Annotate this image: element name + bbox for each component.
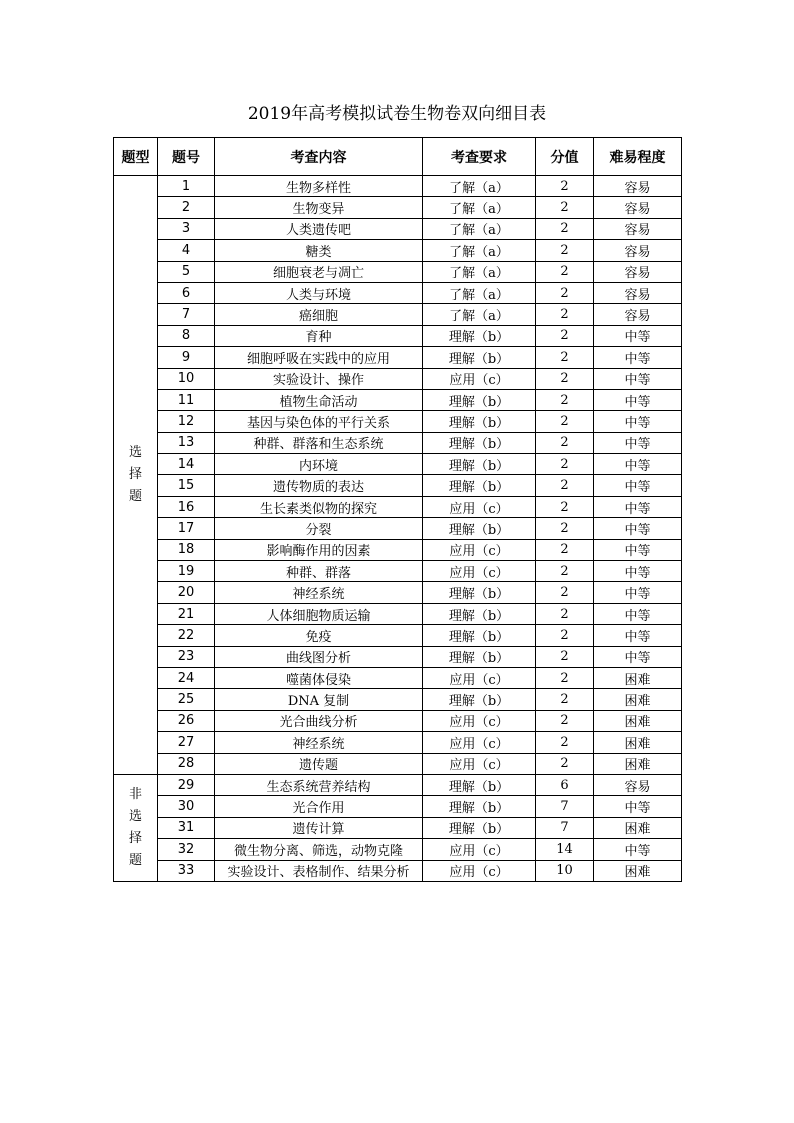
content-cell: 种群、群落和生态系统 — [215, 432, 423, 453]
table-row — [114, 839, 682, 860]
score-cell: 7 — [536, 817, 594, 838]
content-cell: DNA 复制 — [215, 689, 423, 710]
score-cell: 2 — [536, 518, 594, 539]
question-number-cell: 25 — [158, 689, 215, 710]
difficulty-cell: 中等 — [594, 561, 682, 582]
table-row — [114, 710, 682, 731]
score-cell: 2 — [536, 539, 594, 560]
difficulty-cell: 困难 — [594, 817, 682, 838]
header-score: 分值 — [536, 138, 594, 176]
difficulty-cell: 中等 — [594, 646, 682, 667]
difficulty-cell: 容易 — [594, 304, 682, 325]
question-number-cell: 19 — [158, 561, 215, 582]
content-cell: 糖类 — [215, 240, 423, 261]
difficulty-cell: 困难 — [594, 667, 682, 688]
question-number-cell: 14 — [158, 454, 215, 475]
requirement-cell: 理解（b） — [423, 774, 536, 795]
question-number-cell: 16 — [158, 496, 215, 517]
question-number-cell: 33 — [158, 860, 215, 881]
question-number-cell: 24 — [158, 667, 215, 688]
content-cell: 植物生命活动 — [215, 389, 423, 410]
score-cell: 2 — [536, 282, 594, 303]
difficulty-cell: 困难 — [594, 689, 682, 710]
requirement-cell: 理解（b） — [423, 475, 536, 496]
header-requirement: 考查要求 — [423, 138, 536, 176]
requirement-cell: 理解（b） — [423, 454, 536, 475]
requirement-cell: 了解（a） — [423, 176, 536, 197]
requirement-cell: 了解（a） — [423, 240, 536, 261]
difficulty-cell: 容易 — [594, 218, 682, 239]
table-row — [114, 240, 682, 261]
content-cell: 微生物分离、筛选，动物克隆 — [215, 839, 423, 860]
difficulty-cell: 中等 — [594, 796, 682, 817]
table-row — [114, 218, 682, 239]
score-cell: 2 — [536, 261, 594, 282]
requirement-cell: 了解（a） — [423, 282, 536, 303]
difficulty-cell: 中等 — [594, 839, 682, 860]
score-cell: 2 — [536, 475, 594, 496]
question-number-cell: 32 — [158, 839, 215, 860]
score-cell: 2 — [536, 603, 594, 624]
score-cell: 2 — [536, 646, 594, 667]
score-cell: 2 — [536, 368, 594, 389]
score-cell: 2 — [536, 411, 594, 432]
requirement-cell: 应用（c） — [423, 539, 536, 560]
question-number-cell: 4 — [158, 240, 215, 261]
difficulty-cell: 困难 — [594, 710, 682, 731]
content-cell: 分裂 — [215, 518, 423, 539]
difficulty-cell: 中等 — [594, 347, 682, 368]
content-cell: 曲线图分析 — [215, 646, 423, 667]
question-type-cell: 选 择 题 — [114, 176, 158, 775]
score-cell: 2 — [536, 753, 594, 774]
question-number-cell: 17 — [158, 518, 215, 539]
difficulty-cell: 中等 — [594, 325, 682, 346]
requirement-cell: 理解（b） — [423, 325, 536, 346]
question-number-cell: 28 — [158, 753, 215, 774]
content-cell: 遗传物质的表达 — [215, 475, 423, 496]
requirement-cell: 应用（c） — [423, 561, 536, 582]
header-number: 题号 — [158, 138, 215, 176]
difficulty-cell: 中等 — [594, 496, 682, 517]
requirement-cell: 理解（b） — [423, 432, 536, 453]
content-cell: 人类遗传吧 — [215, 218, 423, 239]
requirement-cell: 应用（c） — [423, 368, 536, 389]
score-cell: 2 — [536, 732, 594, 753]
header-content: 考查内容 — [215, 138, 423, 176]
requirement-cell: 应用（c） — [423, 710, 536, 731]
requirement-cell: 理解（b） — [423, 796, 536, 817]
score-cell: 2 — [536, 304, 594, 325]
question-number-cell: 8 — [158, 325, 215, 346]
question-number-cell: 11 — [158, 389, 215, 410]
content-cell: 生物多样性 — [215, 176, 423, 197]
content-cell: 噬菌体侵染 — [215, 667, 423, 688]
content-cell: 影响酶作用的因素 — [215, 539, 423, 560]
table-row — [114, 475, 682, 496]
score-cell: 2 — [536, 496, 594, 517]
table-row — [114, 411, 682, 432]
difficulty-cell: 中等 — [594, 582, 682, 603]
score-cell: 2 — [536, 197, 594, 218]
table-row — [114, 667, 682, 688]
score-cell: 10 — [536, 860, 594, 881]
difficulty-cell: 中等 — [594, 454, 682, 475]
content-cell: 种群、群落 — [215, 561, 423, 582]
content-cell: 人类与环境 — [215, 282, 423, 303]
table-row — [114, 539, 682, 560]
content-cell: 生态系统营养结构 — [215, 774, 423, 795]
question-number-cell: 7 — [158, 304, 215, 325]
question-number-cell: 30 — [158, 796, 215, 817]
score-cell: 2 — [536, 561, 594, 582]
question-number-cell: 26 — [158, 710, 215, 731]
question-number-cell: 10 — [158, 368, 215, 389]
score-cell: 14 — [536, 839, 594, 860]
content-cell: 实验设计、表格制作、结果分析 — [215, 860, 423, 881]
score-cell: 2 — [536, 582, 594, 603]
header-difficulty: 难易程度 — [594, 138, 682, 176]
score-cell: 2 — [536, 218, 594, 239]
table-row — [114, 368, 682, 389]
question-number-cell: 2 — [158, 197, 215, 218]
question-number-cell: 6 — [158, 282, 215, 303]
question-number-cell: 31 — [158, 817, 215, 838]
requirement-cell: 理解（b） — [423, 817, 536, 838]
spec-table — [113, 137, 682, 882]
table-row — [114, 432, 682, 453]
content-cell: 细胞呼吸在实践中的应用 — [215, 347, 423, 368]
question-number-cell: 1 — [158, 176, 215, 197]
table-row — [114, 817, 682, 838]
table-row — [114, 753, 682, 774]
content-cell: 人体细胞物质运输 — [215, 603, 423, 624]
requirement-cell: 理解（b） — [423, 389, 536, 410]
question-number-cell: 23 — [158, 646, 215, 667]
requirement-cell: 理解（b） — [423, 518, 536, 539]
score-cell: 2 — [536, 389, 594, 410]
table-header-row — [114, 138, 682, 176]
table-row — [114, 625, 682, 646]
score-cell: 2 — [536, 667, 594, 688]
question-number-cell: 3 — [158, 218, 215, 239]
table-row — [114, 774, 682, 795]
difficulty-cell: 中等 — [594, 603, 682, 624]
table-row — [114, 689, 682, 710]
score-cell: 2 — [536, 689, 594, 710]
question-number-cell: 18 — [158, 539, 215, 560]
question-number-cell: 9 — [158, 347, 215, 368]
score-cell: 2 — [536, 347, 594, 368]
question-number-cell: 27 — [158, 732, 215, 753]
content-cell: 遗传题 — [215, 753, 423, 774]
table-row — [114, 796, 682, 817]
content-cell: 细胞衰老与凋亡 — [215, 261, 423, 282]
difficulty-cell: 中等 — [594, 539, 682, 560]
question-number-cell: 22 — [158, 625, 215, 646]
score-cell: 2 — [536, 454, 594, 475]
requirement-cell: 应用（c） — [423, 839, 536, 860]
table-row — [114, 646, 682, 667]
table-row — [114, 582, 682, 603]
content-cell: 癌细胞 — [215, 304, 423, 325]
requirement-cell: 理解（b） — [423, 689, 536, 710]
requirement-cell: 理解（b） — [423, 411, 536, 432]
difficulty-cell: 困难 — [594, 753, 682, 774]
header-type: 题型 — [114, 138, 158, 176]
table-row — [114, 389, 682, 410]
question-number-cell: 21 — [158, 603, 215, 624]
table-row — [114, 325, 682, 346]
question-number-cell: 15 — [158, 475, 215, 496]
difficulty-cell: 中等 — [594, 625, 682, 646]
difficulty-cell: 中等 — [594, 411, 682, 432]
difficulty-cell: 中等 — [594, 475, 682, 496]
question-number-cell: 20 — [158, 582, 215, 603]
requirement-cell: 应用（c） — [423, 860, 536, 881]
content-cell: 实验设计、操作 — [215, 368, 423, 389]
table-row — [114, 282, 682, 303]
requirement-cell: 应用（c） — [423, 667, 536, 688]
score-cell: 2 — [536, 432, 594, 453]
content-cell: 生长素类似物的探究 — [215, 496, 423, 517]
content-cell: 基因与染色体的平行关系 — [215, 411, 423, 432]
table-row — [114, 561, 682, 582]
content-cell: 育种 — [215, 325, 423, 346]
score-cell: 2 — [536, 325, 594, 346]
question-number-cell: 13 — [158, 432, 215, 453]
score-cell: 2 — [536, 240, 594, 261]
score-cell: 2 — [536, 176, 594, 197]
table-row — [114, 347, 682, 368]
content-cell: 光合曲线分析 — [215, 710, 423, 731]
table-row — [114, 518, 682, 539]
requirement-cell: 应用（c） — [423, 753, 536, 774]
difficulty-cell: 中等 — [594, 432, 682, 453]
question-number-cell: 12 — [158, 411, 215, 432]
document-title: 2019年高考模拟试卷生物卷双向细目表 — [247, 104, 547, 124]
requirement-cell: 应用（c） — [423, 732, 536, 753]
score-cell: 7 — [536, 796, 594, 817]
requirement-cell: 理解（b） — [423, 646, 536, 667]
table-row — [114, 860, 682, 881]
content-cell: 生物变异 — [215, 197, 423, 218]
difficulty-cell: 中等 — [594, 368, 682, 389]
requirement-cell: 了解（a） — [423, 304, 536, 325]
score-cell: 6 — [536, 774, 594, 795]
content-cell: 神经系统 — [215, 732, 423, 753]
table-row — [114, 197, 682, 218]
table-row — [114, 304, 682, 325]
table-row — [114, 496, 682, 517]
table-row — [114, 176, 682, 197]
content-cell: 内环境 — [215, 454, 423, 475]
difficulty-cell: 容易 — [594, 774, 682, 795]
question-type-cell: 非 选 择 题 — [114, 774, 158, 881]
difficulty-cell: 困难 — [594, 732, 682, 753]
table-row — [114, 603, 682, 624]
content-cell: 免疫 — [215, 625, 423, 646]
content-cell: 遗传计算 — [215, 817, 423, 838]
requirement-cell: 理解（b） — [423, 347, 536, 368]
score-cell: 2 — [536, 710, 594, 731]
requirement-cell: 理解（b） — [423, 603, 536, 624]
requirement-cell: 了解（a） — [423, 197, 536, 218]
table-row — [114, 454, 682, 475]
difficulty-cell: 容易 — [594, 197, 682, 218]
table-row — [114, 732, 682, 753]
question-number-cell: 29 — [158, 774, 215, 795]
difficulty-cell: 容易 — [594, 176, 682, 197]
difficulty-cell: 中等 — [594, 389, 682, 410]
table-row — [114, 261, 682, 282]
requirement-cell: 应用（c） — [423, 496, 536, 517]
question-number-cell: 5 — [158, 261, 215, 282]
content-cell: 光合作用 — [215, 796, 423, 817]
difficulty-cell: 容易 — [594, 261, 682, 282]
difficulty-cell: 困难 — [594, 860, 682, 881]
requirement-cell: 理解（b） — [423, 625, 536, 646]
score-cell: 2 — [536, 625, 594, 646]
requirement-cell: 了解（a） — [423, 218, 536, 239]
difficulty-cell: 容易 — [594, 240, 682, 261]
requirement-cell: 了解（a） — [423, 261, 536, 282]
difficulty-cell: 容易 — [594, 282, 682, 303]
requirement-cell: 理解（b） — [423, 582, 536, 603]
content-cell: 神经系统 — [215, 582, 423, 603]
difficulty-cell: 中等 — [594, 518, 682, 539]
